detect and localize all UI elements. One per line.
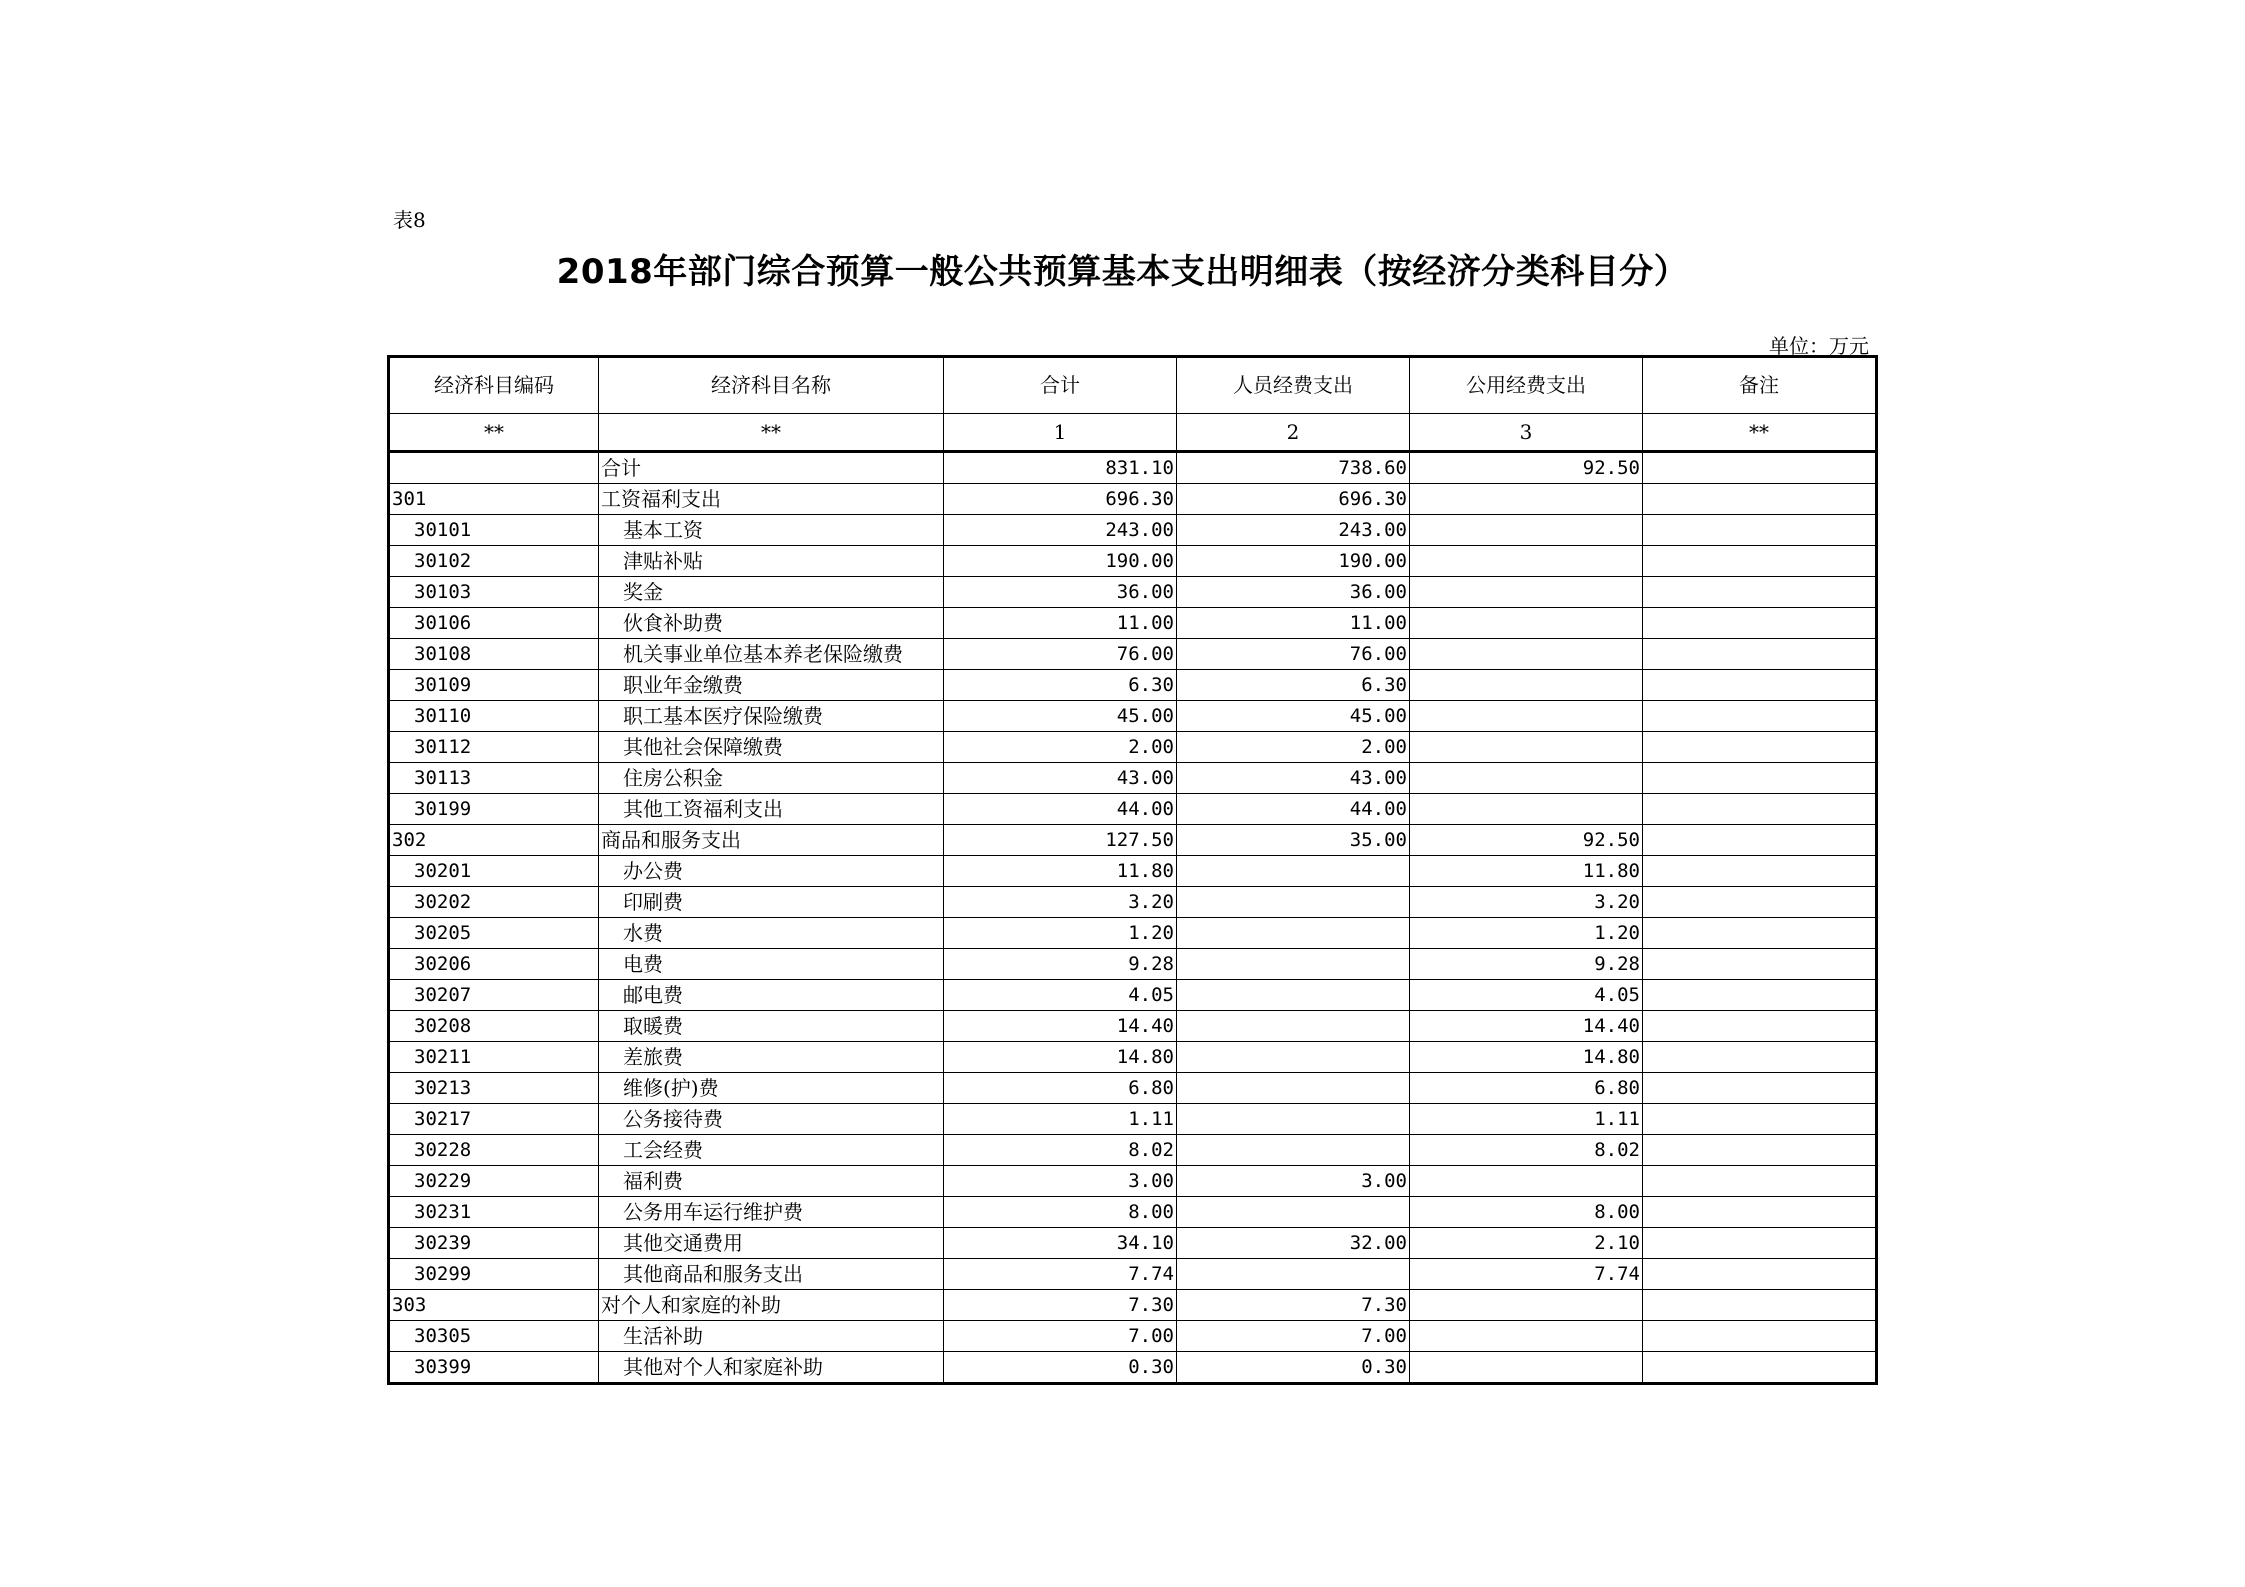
cell-public: 14.40 — [1410, 1011, 1643, 1042]
table-row — [389, 1290, 1877, 1321]
cell-note — [1643, 1166, 1877, 1197]
cell-personnel: 190.00 — [1177, 546, 1410, 577]
cell-public — [1410, 794, 1643, 825]
cell-code: 302 — [389, 825, 599, 856]
table-row — [389, 1352, 1877, 1384]
table-row — [389, 763, 1877, 794]
cell-public — [1410, 546, 1643, 577]
cell-note — [1643, 825, 1877, 856]
cell-personnel — [1177, 1011, 1410, 1042]
cell-name: 职业年金缴费 — [599, 670, 944, 701]
cell-code: 30399 — [389, 1352, 599, 1384]
cell-personnel — [1177, 949, 1410, 980]
cell-code: 30113 — [389, 763, 599, 794]
cell-code: 30103 — [389, 577, 599, 608]
cell-note — [1643, 1135, 1877, 1166]
table-row — [389, 452, 1877, 484]
cell-personnel: 43.00 — [1177, 763, 1410, 794]
cell-code: 30211 — [389, 1042, 599, 1073]
cell-code: 30207 — [389, 980, 599, 1011]
table-row — [389, 1042, 1877, 1073]
table-row — [389, 639, 1877, 670]
cell-personnel: 36.00 — [1177, 577, 1410, 608]
cell-public: 11.80 — [1410, 856, 1643, 887]
header-total: 合计 — [944, 357, 1177, 414]
cell-public: 1.11 — [1410, 1104, 1643, 1135]
cell-code: 30106 — [389, 608, 599, 639]
cell-note — [1643, 515, 1877, 546]
cell-note — [1643, 1197, 1877, 1228]
header-code: 经济科目编码 — [389, 357, 599, 414]
cell-name: 生活补助 — [599, 1321, 944, 1352]
header-name: 经济科目名称 — [599, 357, 944, 414]
table-row — [389, 887, 1877, 918]
cell-note — [1643, 763, 1877, 794]
cell-total: 34.10 — [944, 1228, 1177, 1259]
cell-personnel — [1177, 1197, 1410, 1228]
cell-total: 9.28 — [944, 949, 1177, 980]
cell-total: 6.80 — [944, 1073, 1177, 1104]
cell-note — [1643, 1321, 1877, 1352]
cell-name: 其他交通费用 — [599, 1228, 944, 1259]
cell-code: 30217 — [389, 1104, 599, 1135]
header-personnel: 人员经费支出 — [1177, 357, 1410, 414]
cell-total: 190.00 — [944, 546, 1177, 577]
cell-note — [1643, 670, 1877, 701]
cell-personnel: 2.00 — [1177, 732, 1410, 763]
cell-total: 11.80 — [944, 856, 1177, 887]
cell-personnel: 6.30 — [1177, 670, 1410, 701]
cell-name: 福利费 — [599, 1166, 944, 1197]
cell-name: 工资福利支出 — [599, 484, 944, 515]
header-row — [389, 357, 1877, 414]
cell-note — [1643, 856, 1877, 887]
cell-total: 7.00 — [944, 1321, 1177, 1352]
cell-public: 92.50 — [1410, 825, 1643, 856]
table-row — [389, 484, 1877, 515]
cell-total: 43.00 — [944, 763, 1177, 794]
cell-name: 取暖费 — [599, 1011, 944, 1042]
cell-total: 14.80 — [944, 1042, 1177, 1073]
cell-note — [1643, 639, 1877, 670]
cell-code: 30199 — [389, 794, 599, 825]
cell-public: 2.10 — [1410, 1228, 1643, 1259]
cell-public — [1410, 484, 1643, 515]
cell-personnel: 7.00 — [1177, 1321, 1410, 1352]
cell-personnel: 738.60 — [1177, 452, 1410, 484]
cell-personnel: 76.00 — [1177, 639, 1410, 670]
cell-name: 伙食补助费 — [599, 608, 944, 639]
cell-total: 76.00 — [944, 639, 1177, 670]
unit-label: 单位：万元 — [1769, 334, 1869, 358]
cell-name: 住房公积金 — [599, 763, 944, 794]
cell-name: 职工基本医疗保险缴费 — [599, 701, 944, 732]
budget-table — [387, 355, 1878, 1385]
cell-personnel: 696.30 — [1177, 484, 1410, 515]
cell-public — [1410, 701, 1643, 732]
cell-note — [1643, 1352, 1877, 1384]
cell-note — [1643, 887, 1877, 918]
table-row — [389, 949, 1877, 980]
cell-personnel: 35.00 — [1177, 825, 1410, 856]
cell-public — [1410, 1352, 1643, 1384]
cell-total: 243.00 — [944, 515, 1177, 546]
cell-public: 1.20 — [1410, 918, 1643, 949]
cell-public — [1410, 732, 1643, 763]
cell-total: 2.00 — [944, 732, 1177, 763]
cell-note — [1643, 732, 1877, 763]
cell-code: 30108 — [389, 639, 599, 670]
cell-total: 3.20 — [944, 887, 1177, 918]
cell-public — [1410, 515, 1643, 546]
cell-total: 7.30 — [944, 1290, 1177, 1321]
cell-code: 30305 — [389, 1321, 599, 1352]
cell-note — [1643, 577, 1877, 608]
cell-code: 301 — [389, 484, 599, 515]
index-name: ** — [599, 414, 944, 452]
index-total: 1 — [944, 414, 1177, 452]
table-row — [389, 1166, 1877, 1197]
cell-note — [1643, 1259, 1877, 1290]
cell-name: 津贴补贴 — [599, 546, 944, 577]
table-number-label: 表8 — [393, 208, 426, 232]
cell-code: 30110 — [389, 701, 599, 732]
cell-note — [1643, 608, 1877, 639]
cell-total: 14.40 — [944, 1011, 1177, 1042]
cell-name: 差旅费 — [599, 1042, 944, 1073]
cell-code: 30109 — [389, 670, 599, 701]
cell-public: 8.02 — [1410, 1135, 1643, 1166]
cell-code: 303 — [389, 1290, 599, 1321]
cell-total: 8.00 — [944, 1197, 1177, 1228]
cell-personnel — [1177, 856, 1410, 887]
table-row — [389, 1321, 1877, 1352]
table-row — [389, 608, 1877, 639]
table-row — [389, 1011, 1877, 1042]
cell-code: 30205 — [389, 918, 599, 949]
cell-personnel — [1177, 918, 1410, 949]
cell-public — [1410, 1166, 1643, 1197]
cell-public: 14.80 — [1410, 1042, 1643, 1073]
table-row — [389, 918, 1877, 949]
cell-personnel: 243.00 — [1177, 515, 1410, 546]
cell-code: 30201 — [389, 856, 599, 887]
cell-note — [1643, 949, 1877, 980]
cell-name: 其他社会保障缴费 — [599, 732, 944, 763]
cell-personnel: 32.00 — [1177, 1228, 1410, 1259]
cell-public: 92.50 — [1410, 452, 1643, 484]
cell-note — [1643, 1290, 1877, 1321]
table-row — [389, 577, 1877, 608]
cell-personnel — [1177, 1135, 1410, 1166]
cell-public: 6.80 — [1410, 1073, 1643, 1104]
cell-name: 公务用车运行维护费 — [599, 1197, 944, 1228]
page-title: 2018年部门综合预算一般公共预算基本支出明细表（按经济分类科目分） — [556, 252, 1689, 292]
cell-total: 45.00 — [944, 701, 1177, 732]
cell-name: 其他对个人和家庭补助 — [599, 1352, 944, 1384]
cell-name: 维修(护)费 — [599, 1073, 944, 1104]
cell-total: 1.11 — [944, 1104, 1177, 1135]
cell-total: 4.05 — [944, 980, 1177, 1011]
table-row — [389, 1259, 1877, 1290]
cell-note — [1643, 701, 1877, 732]
cell-total: 0.30 — [944, 1352, 1177, 1384]
cell-public — [1410, 763, 1643, 794]
cell-note — [1643, 484, 1877, 515]
cell-personnel — [1177, 1073, 1410, 1104]
cell-note — [1643, 1073, 1877, 1104]
header-note: 备注 — [1643, 357, 1877, 414]
cell-personnel: 45.00 — [1177, 701, 1410, 732]
cell-code — [389, 452, 599, 484]
cell-note — [1643, 980, 1877, 1011]
cell-personnel: 11.00 — [1177, 608, 1410, 639]
table-row — [389, 1197, 1877, 1228]
cell-total: 3.00 — [944, 1166, 1177, 1197]
cell-name: 奖金 — [599, 577, 944, 608]
cell-total: 696.30 — [944, 484, 1177, 515]
table-row — [389, 980, 1877, 1011]
cell-total: 1.20 — [944, 918, 1177, 949]
cell-note — [1643, 794, 1877, 825]
cell-name: 商品和服务支出 — [599, 825, 944, 856]
cell-total: 11.00 — [944, 608, 1177, 639]
table-row — [389, 670, 1877, 701]
cell-name: 工会经费 — [599, 1135, 944, 1166]
index-public: 3 — [1410, 414, 1643, 452]
cell-code: 30206 — [389, 949, 599, 980]
cell-personnel: 3.00 — [1177, 1166, 1410, 1197]
cell-public: 9.28 — [1410, 949, 1643, 980]
cell-name: 办公费 — [599, 856, 944, 887]
cell-public — [1410, 639, 1643, 670]
table-row — [389, 1228, 1877, 1259]
cell-name: 水费 — [599, 918, 944, 949]
table-row — [389, 794, 1877, 825]
header-public: 公用经费支出 — [1410, 357, 1643, 414]
cell-code: 30228 — [389, 1135, 599, 1166]
cell-code: 30229 — [389, 1166, 599, 1197]
cell-personnel: 44.00 — [1177, 794, 1410, 825]
table-row — [389, 515, 1877, 546]
cell-note — [1643, 1011, 1877, 1042]
cell-note — [1643, 452, 1877, 484]
table-row — [389, 1073, 1877, 1104]
index-personnel: 2 — [1177, 414, 1410, 452]
index-row — [389, 414, 1877, 452]
cell-name: 机关事业单位基本养老保险缴费 — [599, 639, 944, 670]
cell-name: 印刷费 — [599, 887, 944, 918]
cell-note — [1643, 1104, 1877, 1135]
cell-name: 其他商品和服务支出 — [599, 1259, 944, 1290]
cell-code: 30202 — [389, 887, 599, 918]
cell-name: 对个人和家庭的补助 — [599, 1290, 944, 1321]
cell-total: 127.50 — [944, 825, 1177, 856]
cell-public: 8.00 — [1410, 1197, 1643, 1228]
cell-personnel — [1177, 1104, 1410, 1135]
cell-name: 合计 — [599, 452, 944, 484]
cell-total: 36.00 — [944, 577, 1177, 608]
cell-code: 30299 — [389, 1259, 599, 1290]
table-body — [389, 452, 1877, 1384]
table-row — [389, 546, 1877, 577]
cell-personnel — [1177, 1259, 1410, 1290]
cell-personnel — [1177, 1042, 1410, 1073]
table-row — [389, 701, 1877, 732]
cell-code: 30208 — [389, 1011, 599, 1042]
cell-public: 4.05 — [1410, 980, 1643, 1011]
cell-public — [1410, 577, 1643, 608]
cell-name: 其他工资福利支出 — [599, 794, 944, 825]
cell-code: 30213 — [389, 1073, 599, 1104]
cell-name: 电费 — [599, 949, 944, 980]
cell-code: 30112 — [389, 732, 599, 763]
index-note: ** — [1643, 414, 1877, 452]
cell-note — [1643, 1042, 1877, 1073]
table-row — [389, 1104, 1877, 1135]
cell-public — [1410, 608, 1643, 639]
cell-code: 30101 — [389, 515, 599, 546]
table-row — [389, 1135, 1877, 1166]
cell-total: 7.74 — [944, 1259, 1177, 1290]
table-row — [389, 732, 1877, 763]
cell-code: 30231 — [389, 1197, 599, 1228]
cell-code: 30239 — [389, 1228, 599, 1259]
cell-note — [1643, 1228, 1877, 1259]
cell-public: 7.74 — [1410, 1259, 1643, 1290]
cell-public — [1410, 1290, 1643, 1321]
cell-total: 831.10 — [944, 452, 1177, 484]
cell-personnel — [1177, 887, 1410, 918]
cell-public — [1410, 1321, 1643, 1352]
cell-note — [1643, 918, 1877, 949]
cell-name: 公务接待费 — [599, 1104, 944, 1135]
cell-code: 30102 — [389, 546, 599, 577]
cell-personnel: 0.30 — [1177, 1352, 1410, 1384]
cell-personnel — [1177, 980, 1410, 1011]
cell-total: 6.30 — [944, 670, 1177, 701]
cell-public: 3.20 — [1410, 887, 1643, 918]
cell-name: 基本工资 — [599, 515, 944, 546]
table-row — [389, 856, 1877, 887]
cell-total: 8.02 — [944, 1135, 1177, 1166]
cell-name: 邮电费 — [599, 980, 944, 1011]
index-code: ** — [389, 414, 599, 452]
cell-total: 44.00 — [944, 794, 1177, 825]
cell-note — [1643, 546, 1877, 577]
cell-personnel: 7.30 — [1177, 1290, 1410, 1321]
cell-public — [1410, 670, 1643, 701]
table-row — [389, 825, 1877, 856]
